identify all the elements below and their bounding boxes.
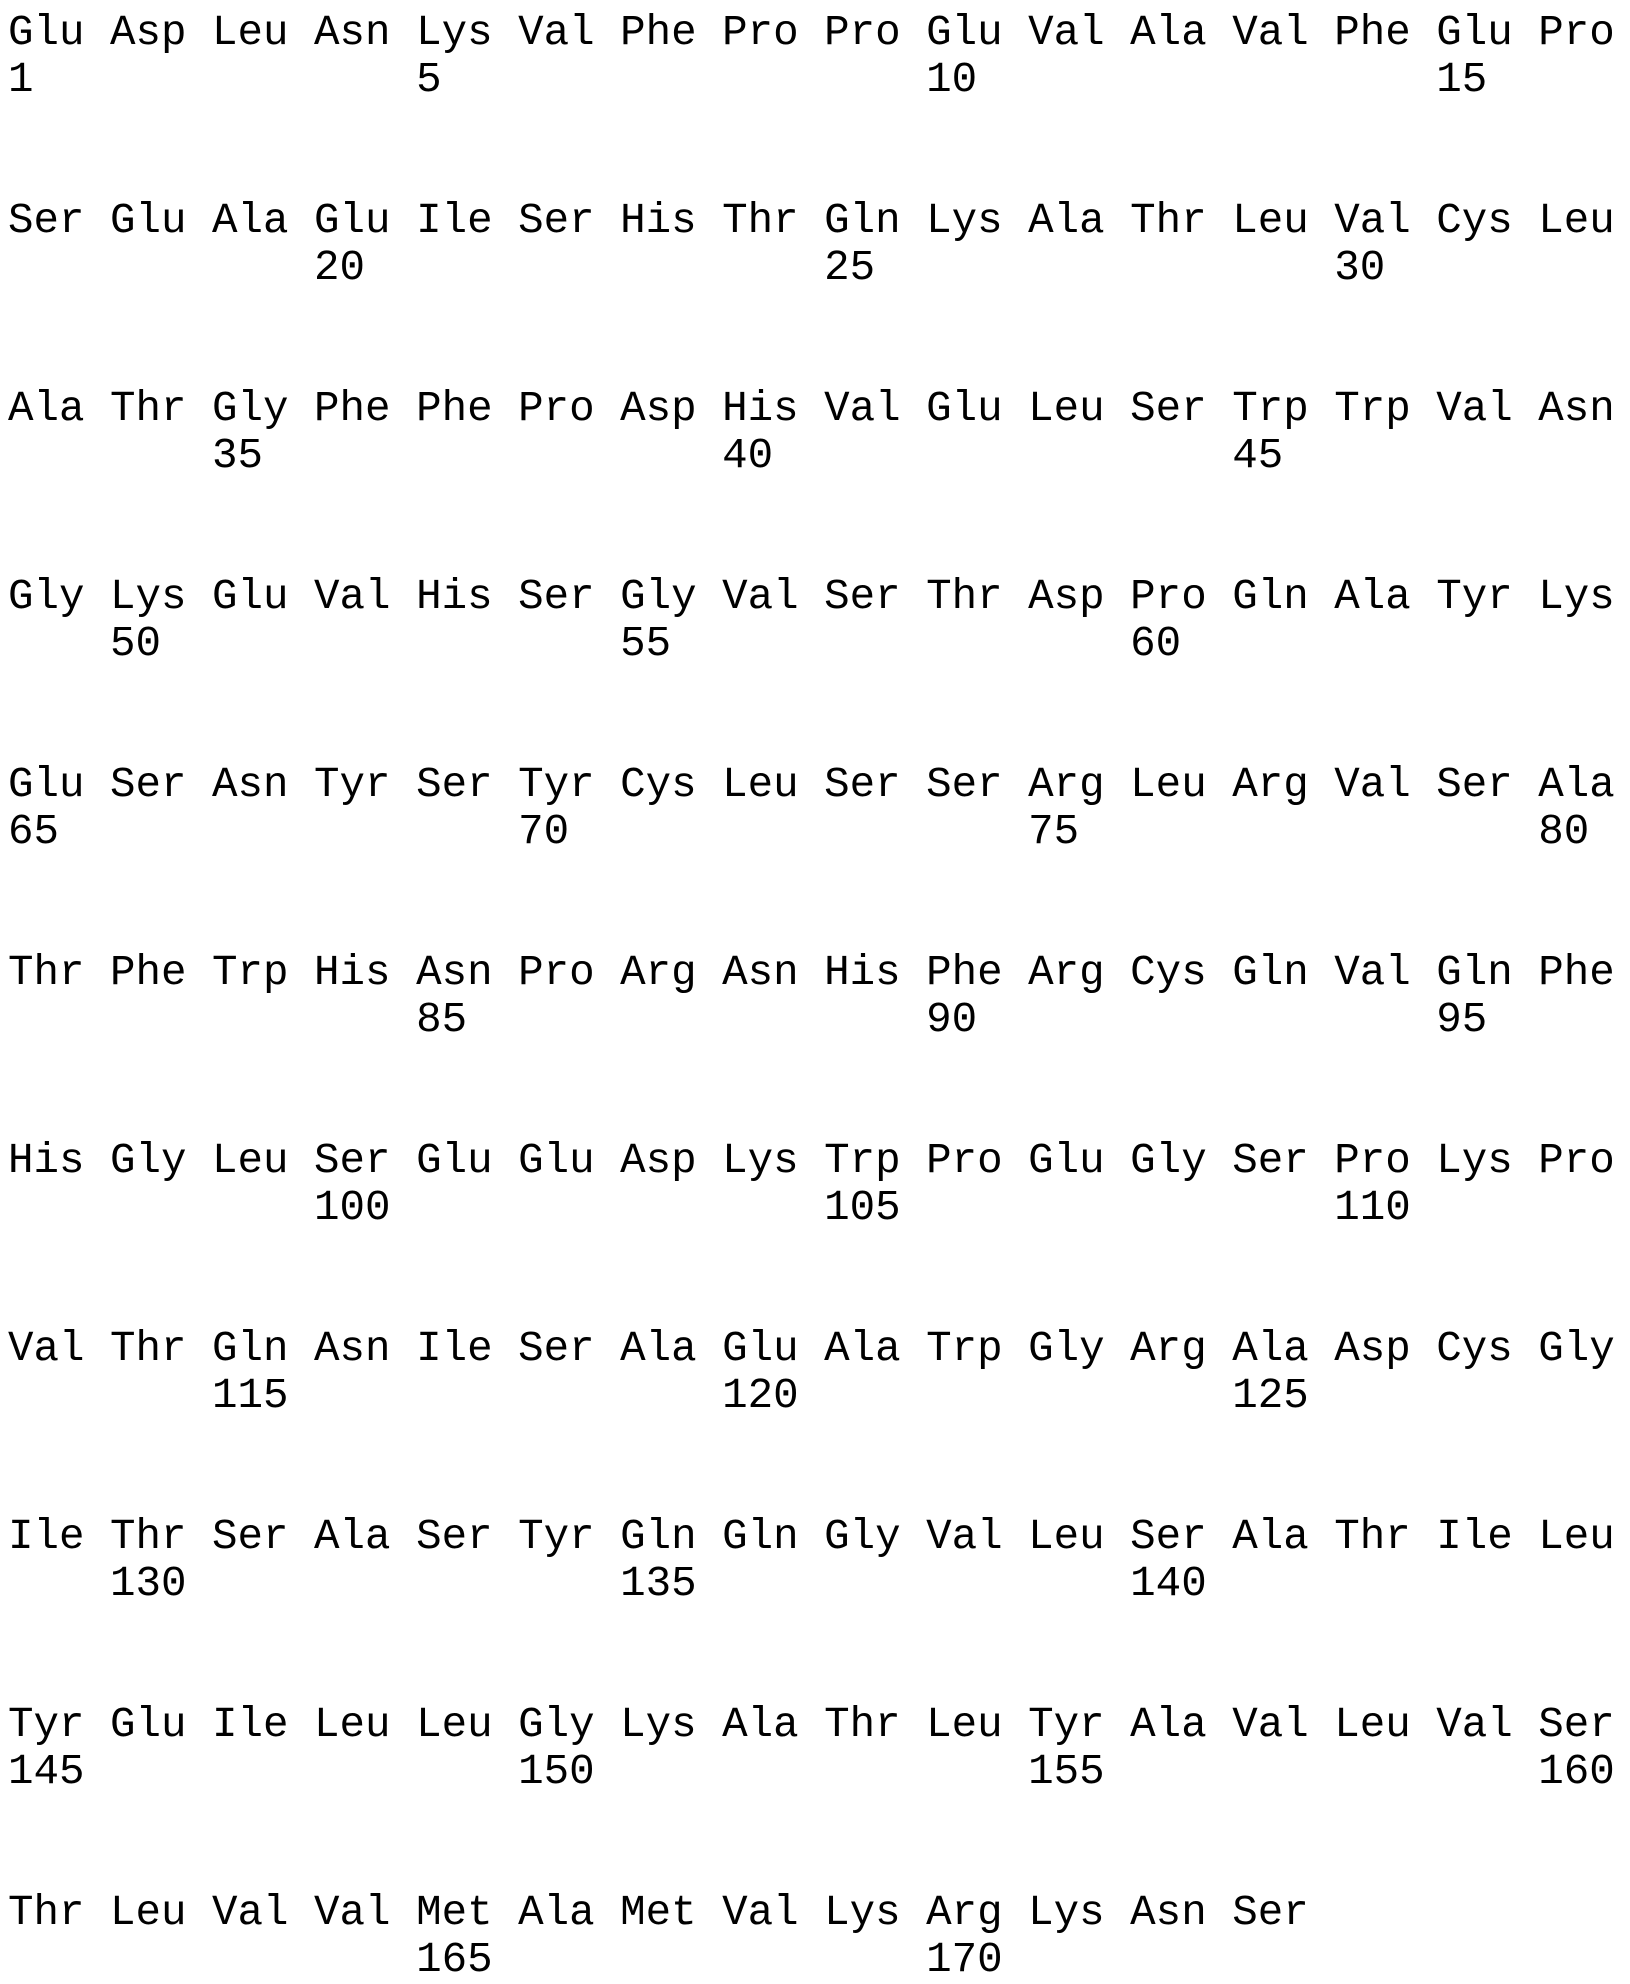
residue-line: Ala Thr Gly Phe Phe Pro Asp His Val Glu Leu Ser Trp Trp Val Asn bbox=[8, 385, 1615, 433]
residue-number-line: 165 170 bbox=[8, 1936, 1003, 1984]
sequence-row bbox=[8, 762, 1630, 856]
residue-number-line: 35 40 45 bbox=[8, 432, 1284, 480]
residue-number-line: 1 5 10 15 bbox=[8, 56, 1488, 104]
residue-number-line: 20 25 30 bbox=[8, 244, 1386, 292]
residue-line: Glu Ser Asn Tyr Ser Tyr Cys Leu Ser Ser Arg Leu Arg Val Ser Ala bbox=[8, 761, 1615, 809]
residue-number-line: 130 135 140 bbox=[8, 1560, 1207, 1608]
residue-line: Ile Thr Ser Ala Ser Tyr Gln Gln Gly Val Leu Ser Ala Thr Ile Leu bbox=[8, 1513, 1615, 1561]
sequence-row bbox=[8, 1326, 1630, 1420]
sequence-row bbox=[8, 10, 1630, 104]
residue-line: Gly Lys Glu Val His Ser Gly Val Ser Thr Asp Pro Gln Ala Tyr Lys bbox=[8, 573, 1615, 621]
residue-number-line: 50 55 60 bbox=[8, 620, 1182, 668]
residue-line: Glu Asp Leu Asn Lys Val Phe Pro Pro Glu Val Ala Val Phe Glu Pro bbox=[8, 9, 1615, 57]
residue-line: Tyr Glu Ile Leu Leu Gly Lys Ala Thr Leu Tyr Ala Val Leu Val Ser bbox=[8, 1701, 1615, 1749]
residue-line: His Gly Leu Ser Glu Glu Asp Lys Trp Pro Glu Gly Ser Pro Lys Pro bbox=[8, 1137, 1615, 1185]
sequence-row bbox=[8, 1702, 1630, 1796]
residue-number-line: 145 150 155 160 bbox=[8, 1748, 1615, 1796]
residue-number-line: 65 70 75 80 bbox=[8, 808, 1590, 856]
sequence-row bbox=[8, 386, 1630, 480]
sequence-row bbox=[8, 1890, 1630, 1984]
residue-line: Val Thr Gln Asn Ile Ser Ala Glu Ala Trp Gly Arg Ala Asp Cys Gly bbox=[8, 1325, 1615, 1373]
residue-line: Ser Glu Ala Glu Ile Ser His Thr Gln Lys Ala Thr Leu Val Cys Leu bbox=[8, 197, 1615, 245]
sequence-row bbox=[8, 1514, 1630, 1608]
sequence-row bbox=[8, 1138, 1630, 1232]
residue-number-line: 115 120 125 bbox=[8, 1372, 1309, 1420]
sequence-row bbox=[8, 198, 1630, 292]
residue-number-line: 100 105 110 bbox=[8, 1184, 1411, 1232]
residue-line: Thr Leu Val Val Met Ala Met Val Lys Arg Lys Asn Ser bbox=[8, 1889, 1309, 1937]
sequence-row bbox=[8, 950, 1630, 1044]
residue-line: Thr Phe Trp His Asn Pro Arg Asn His Phe Arg Cys Gln Val Gln Phe bbox=[8, 949, 1615, 997]
sequence-listing bbox=[8, 10, 1630, 1984]
residue-number-line: 85 90 95 bbox=[8, 996, 1488, 1044]
sequence-row bbox=[8, 574, 1630, 668]
